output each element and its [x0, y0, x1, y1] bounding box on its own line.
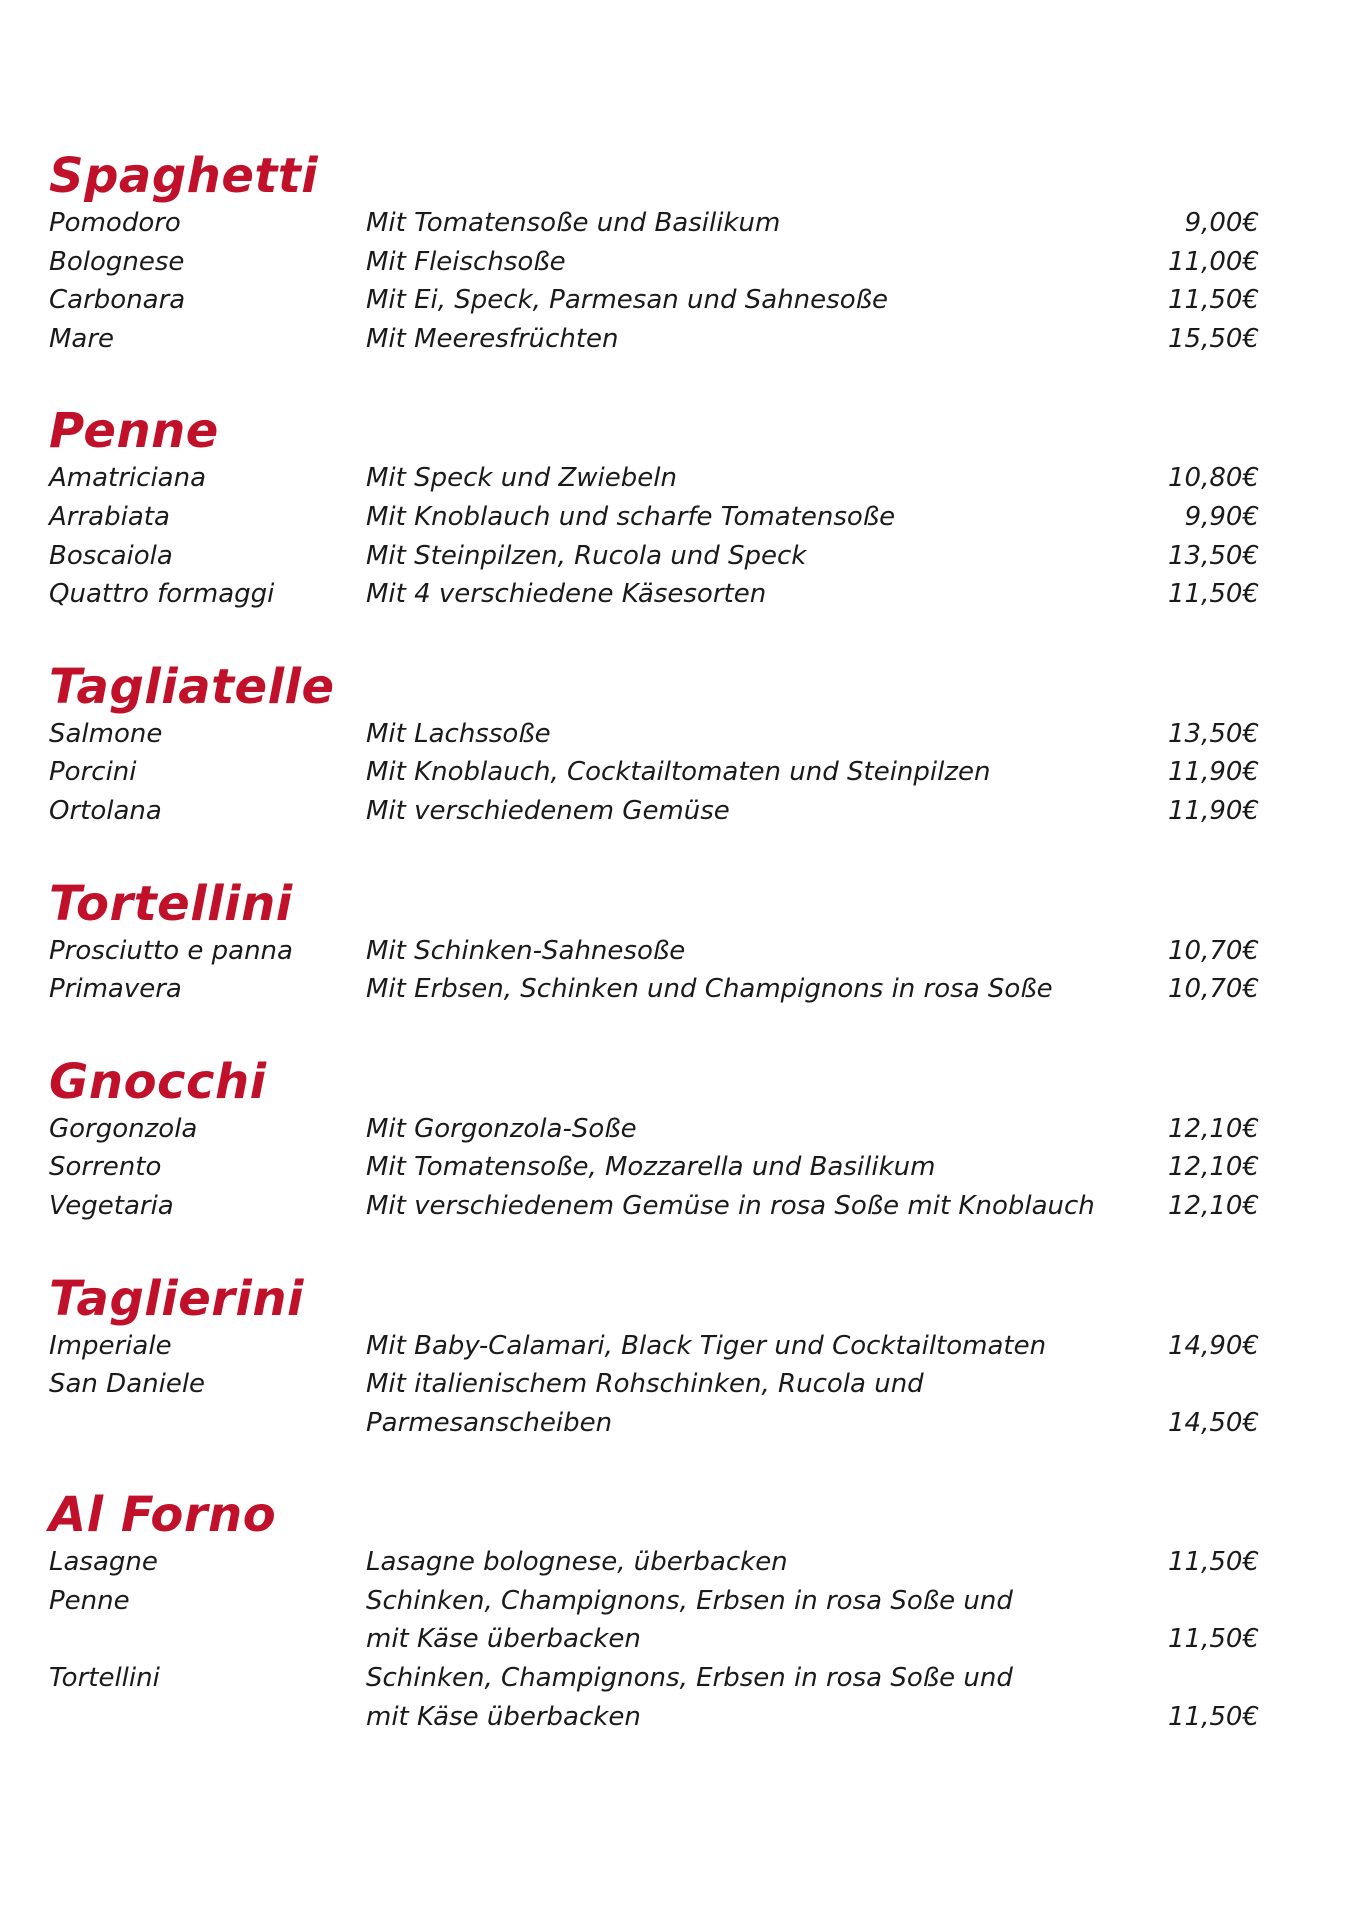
menu-item-description: Lasagne bolognese, überbacken [366, 1547, 788, 1578]
menu-item [49, 932, 1259, 971]
menu-item-description: Mit Ei, Speck, Parmesan und Sahnesoße [366, 285, 888, 316]
menu-item-price: 10,80€ [1168, 463, 1259, 494]
menu-item [49, 281, 1259, 320]
menu-item-description: Mit Steinpilzen, Rucola und Speck [366, 540, 807, 571]
pasta-menu [49, 148, 1259, 1736]
menu-item [49, 320, 1259, 359]
menu-item-price: 13,50€ [1168, 540, 1259, 571]
menu-item-name: Amatriciana [49, 463, 207, 494]
menu-item-name: Bolognese [49, 246, 185, 277]
menu-item-name: Boscaiola [49, 540, 173, 571]
menu-item [49, 1148, 1259, 1187]
section-title: Tortellini [49, 875, 293, 932]
menu-item-name: Pomodoro [49, 208, 181, 238]
menu-item-name: Gorgonzola [49, 1113, 198, 1144]
menu-section-penne [49, 403, 1259, 613]
menu-item [49, 1110, 1259, 1149]
menu-item-name: Arrabiata [49, 501, 170, 532]
menu-item-price: 10,70€ [1168, 974, 1259, 1005]
menu-item-description: Mit Meeresfrüchten [366, 323, 619, 354]
menu-item [49, 715, 1259, 754]
menu-item-description: Mit Erbsen, Schinken und Champignons in rosa Soße [366, 974, 1053, 1005]
menu-item [49, 1365, 1259, 1442]
menu-item-description: Mit Knoblauch und scharfe Tomatensoße [366, 501, 896, 532]
menu-item-price: 9,90€ [1184, 501, 1259, 532]
menu-item-description: Mit 4 verschiedene Käsesorten [366, 579, 767, 610]
menu-item-description: Schinken, Champignons, Erbsen in rosa Soße und mit Käse überbacken [366, 1663, 1013, 1732]
menu-item-description: Mit Fleischsoße [366, 246, 566, 277]
section-title: Al Forno [49, 1487, 277, 1544]
menu-item-description: Mit Tomatensoße, Mozzarella und Basilikum [366, 1152, 936, 1183]
menu-item-price: 11,90€ [1168, 795, 1259, 826]
menu-section-al-forno [49, 1487, 1259, 1736]
menu-item-price: 15,50€ [1168, 323, 1259, 354]
menu-section-gnocchi [49, 1054, 1259, 1226]
menu-item-price: 11,50€ [1168, 1701, 1259, 1732]
section-title: Tagliatelle [49, 658, 335, 715]
menu-item-name: San Daniele [49, 1369, 206, 1400]
menu-item [49, 537, 1259, 576]
menu-item-price: 12,10€ [1168, 1190, 1259, 1221]
menu-item-price: 10,70€ [1168, 935, 1259, 966]
menu-item-price: 12,10€ [1168, 1152, 1259, 1183]
menu-item-name: Imperiale [49, 1330, 172, 1361]
section-title: Taglierini [49, 1270, 305, 1327]
menu-item-price: 11,50€ [1168, 1624, 1259, 1655]
menu-item-description: Mit Gorgonzola-Soße [366, 1113, 637, 1144]
menu-item [49, 1327, 1259, 1366]
menu-item [49, 243, 1259, 282]
menu-item-price: 12,10€ [1168, 1113, 1259, 1144]
menu-item-description: Mit italienischem Rohschinken, Rucola und Parmesanscheiben [366, 1369, 924, 1438]
menu-item [49, 753, 1259, 792]
section-title: Gnocchi [49, 1053, 267, 1110]
menu-section-spaghetti [49, 148, 1259, 358]
menu-item-name: Tortellini [49, 1663, 160, 1694]
menu-item-description: Mit Speck und Zwiebeln [366, 463, 677, 494]
menu-section-taglierini [49, 1271, 1259, 1443]
menu-item-name: Salmone [49, 718, 163, 749]
menu-item-name: Lasagne [49, 1547, 158, 1578]
menu-item-price: 14,90€ [1168, 1330, 1259, 1361]
menu-item-name: Sorrento [49, 1152, 162, 1183]
menu-item-name: Penne [49, 1585, 130, 1616]
menu-item [49, 498, 1259, 537]
menu-item [49, 792, 1259, 831]
menu-item-name: Primavera [49, 974, 182, 1005]
section-title: Penne [49, 403, 219, 460]
menu-item-description: Mit Schinken-Sahnesoße [366, 935, 686, 966]
menu-section-tagliatelle [49, 659, 1259, 831]
menu-item [49, 1543, 1259, 1582]
menu-item-price: 9,00€ [1184, 208, 1259, 238]
menu-section-tortellini [49, 876, 1259, 1009]
menu-item-description: Mit Baby-Calamari, Black Tiger und Cocktailtomaten [366, 1330, 1047, 1361]
menu-item [49, 204, 1259, 243]
menu-item-name: Ortolana [49, 795, 162, 826]
menu-item [49, 1187, 1259, 1226]
menu-item [49, 575, 1259, 614]
menu-item-description: Mit verschiedenem Gemüse in rosa Soße mit Knoblauch [366, 1190, 1095, 1221]
menu-item-price: 13,50€ [1168, 718, 1259, 749]
menu-item-price: 11,00€ [1168, 246, 1259, 277]
menu-item-description: Mit Knoblauch, Cocktailtomaten und Steinpilzen [366, 757, 991, 788]
menu-item [49, 459, 1259, 498]
menu-item-price: 14,50€ [1168, 1407, 1259, 1438]
menu-item [49, 970, 1259, 1009]
menu-item-description: Mit Tomatensoße und Basilikum [366, 208, 781, 238]
menu-item-name: Carbonara [49, 285, 186, 316]
menu-item-name: Vegetaria [49, 1190, 174, 1221]
menu-item-name: Prosciutto e panna [49, 935, 293, 966]
menu-item-name: Mare [49, 323, 115, 354]
menu-item-description: Mit verschiedenem Gemüse [366, 795, 730, 826]
menu-item [49, 1659, 1259, 1736]
menu-item-price: 11,50€ [1168, 579, 1259, 610]
menu-item-name: Porcini [49, 757, 137, 788]
menu-item-description: Schinken, Champignons, Erbsen in rosa Soße und mit Käse überbacken [366, 1585, 1013, 1655]
menu-item-name: Quattro formaggi [49, 579, 275, 610]
menu-item [49, 1582, 1259, 1659]
menu-item-price: 11,50€ [1168, 285, 1259, 316]
menu-item-price: 11,90€ [1168, 757, 1259, 788]
section-title: Spaghetti [49, 148, 319, 204]
menu-item-price: 11,50€ [1168, 1547, 1259, 1578]
menu-item-description: Mit Lachssoße [366, 718, 551, 749]
